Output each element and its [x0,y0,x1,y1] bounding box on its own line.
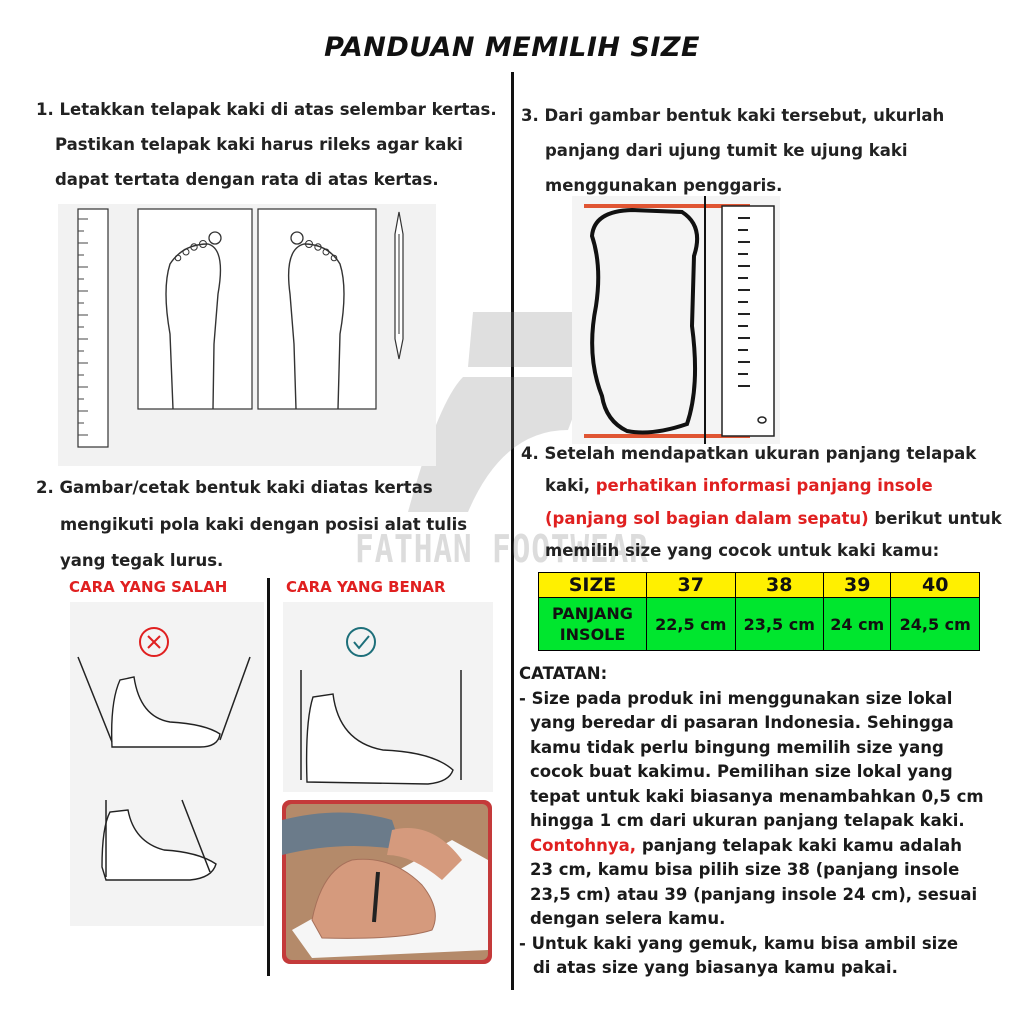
notes-example-text: panjang telapak kaki kamu adalah [636,835,963,855]
notes-line: 23,5 cm) atau 39 (panjang insole 24 cm), sesuai [530,884,978,904]
notes-section [519,662,984,981]
notes-example-label: Contohnya, [530,835,637,855]
notes-line: hingga 1 cm dari ukuran panjang telapak kaki. [530,811,965,830]
step-4-line-2-prefix: kaki, [545,476,596,496]
insole-label-line-1: PANJANG [552,604,633,623]
notes-line: di atas size yang biasanya kamu pakai. [533,958,898,977]
step-3-line: menggunakan penggaris. [545,176,783,195]
step-4-line-4: memilih size yang cocok untuk kaki kamu: [545,540,940,560]
notes-line: yang beredar di pasaran Indonesia. Sehingga [530,713,954,732]
notes-line: - Untuk kaki yang gemuk, kamu bisa ambil size [519,933,959,953]
size-cell: 39 [824,573,891,598]
insole-header-label [539,598,647,651]
step-2-line: 2. Gambar/cetak bentuk kaki diatas kertas [36,478,433,497]
insole-cell: 24,5 cm [891,598,980,651]
notes-line: tepat untuk kaki biasanya menambahkan 0,5 cm [530,786,984,806]
size-header-label: SIZE [539,573,647,598]
step-3-illustration [572,196,780,444]
insole-label-line-2: INSOLE [559,625,626,644]
brand-watermark-text: FATHAN FOOTWEAR [355,527,649,571]
insole-cell: 24 cm [824,598,891,651]
step-2-line: yang tegak lurus. [60,551,224,570]
step-2-line: mengikuti pola kaki dengan posisi alat tulis [60,514,468,534]
wrong-way-illustration [70,602,264,926]
size-cell: 40 [891,573,980,598]
insole-row [539,598,980,651]
wrong-way-label: CARA YANG SALAH [69,578,228,596]
notes-line: - Size pada produk ini menggunakan size lokal [519,688,953,708]
step-4-line-1: 4. Setelah mendapatkan ukuran panjang telapak [521,444,977,463]
notes-line: 23 cm, kamu bisa pilih size 38 (panjang insole [530,860,960,879]
notes-line: dengan selera kamu. [530,909,726,928]
step-1-line: 1. Letakkan telapak kaki di atas selembar kertas. [36,100,497,119]
size-cell: 38 [735,573,824,598]
step-3-line: 3. Dari gambar bentuk kaki tersebut, ukurlah [521,106,945,125]
step-1-line: dapat tertata dengan rata di atas kertas. [55,170,439,189]
step-1-illustration [58,204,436,466]
step-3-line: panjang dari ujung tumit ke ujung kaki [545,141,908,160]
right-way-illustration [283,602,493,792]
right-way-label: CARA YANG BENAR [286,578,446,596]
way-divider [267,578,270,976]
step-4-line-3-rest: berikut untuk [868,508,1002,528]
step-3-text [521,98,944,203]
notes-heading: CATATAN: [519,664,608,683]
tracing-foot-photo [282,800,492,964]
insole-cell: 23,5 cm [735,598,824,651]
insole-cell: 22,5 cm [647,598,736,651]
notes-line: cocok buat kakimu. Pemilihan size lokal yang [530,762,953,781]
step-4-text [521,438,1002,567]
step-4-highlight: perhatikan informasi panjang insole [595,476,933,496]
size-cell: 37 [647,573,736,598]
step-2-text [36,470,467,580]
step-1-line: Pastikan telapak kaki harus rileks agar kaki [55,135,463,154]
size-table [538,572,980,651]
size-row [539,573,980,598]
notes-line: kamu tidak perlu bingung memilih size yang [530,737,944,757]
step-4-highlight-2: (panjang sol bagian dalam sepatu) [545,508,869,528]
step-1-text [36,92,497,197]
page-title: PANDUAN MEMILIH SIZE [324,32,700,63]
